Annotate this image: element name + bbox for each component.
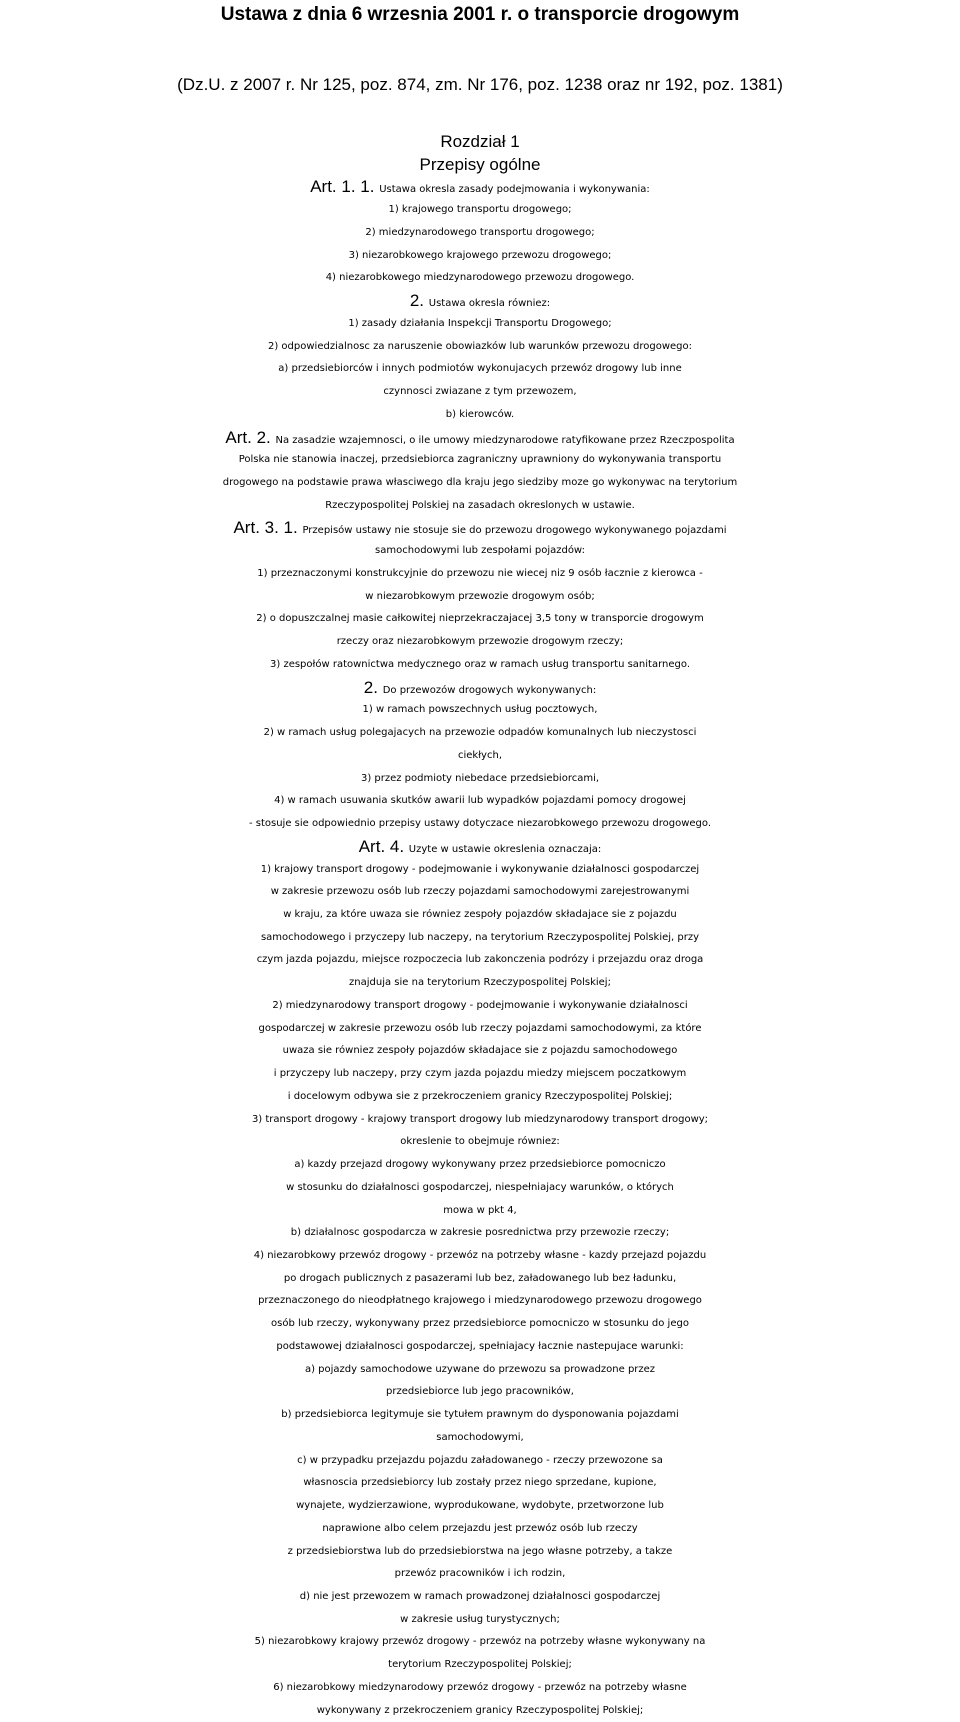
text-segment: Do przewozów drogowych wykonywanych:	[382, 684, 597, 696]
text-segment: po drogach publicznych z pasazerami lub bez, załadowanego lub bez ładunku,	[283, 1272, 677, 1284]
text-segment: rzeczy oraz niezarobkowym przewozie drogowym rzeczy;	[336, 636, 624, 648]
text-line	[0, 1450, 960, 1473]
text-segment: 4) w ramach usuwania skutków awarii lub wypadków pojazdami pomocy drogowej	[274, 795, 686, 807]
text-segment: czynnosci zwiazane z tym przewozem,	[383, 386, 577, 398]
text-line	[0, 1131, 960, 1154]
text-line	[0, 631, 960, 654]
text-segment: z przedsiebiorstwa lub do przedsiebiorstwa na jego własne potrzeby, a takze	[287, 1545, 673, 1557]
text-segment: okreslenie to obejmuje równiez:	[400, 1136, 560, 1148]
text-line	[0, 790, 960, 813]
text-segment: własnoscia przedsiebiorcy lub zostały przez niego sprzedane, kupione,	[303, 1477, 657, 1489]
text-line	[0, 859, 960, 882]
text-segment: w niezarobkowym przewozie drogowym osób;	[365, 590, 595, 602]
text-segment: 4) niezarobkowy przewóz drogowy - przewóz na potrzeby własne - kazdy przejazd pojazdu	[253, 1249, 707, 1261]
text-segment: Przepisy ogólne	[419, 154, 541, 174]
text-segment: 4) niezarobkowego miedzynarodowego przewozu drogowego.	[325, 272, 635, 284]
text-line	[0, 1654, 960, 1677]
text-line	[0, 1609, 960, 1632]
text-segment: 2) miedzynarodowego transportu drogowego;	[365, 226, 595, 238]
text-line	[0, 1040, 960, 1063]
text-line	[0, 1109, 960, 1132]
text-line	[0, 1177, 960, 1200]
text-line	[0, 881, 960, 904]
text-segment: uwaza sie równiez zespoły pojazdów składajace sie z pojazdu samochodowego	[282, 1045, 678, 1057]
text-segment: w kraju, za które uwaza sie równiez zespoły pojazdów składajace sie z pojazdu	[283, 908, 677, 920]
text-segment: 3) zespołów ratownictwa medycznego oraz w ramach usług transportu sanitarnego.	[270, 658, 690, 670]
text-segment: Rzeczypospolitej Polskiej na zasadach okreslonych w ustawie.	[325, 499, 635, 511]
text-segment: 2.	[363, 677, 383, 697]
text-line	[0, 1381, 960, 1404]
text-segment: mowa w pkt 4,	[443, 1204, 517, 1216]
document-source-reference: (Dz.U. z 2007 r. Nr 125, poz. 874, zm. Nr 176, poz. 1238 oraz nr 192, poz. 1381)	[177, 75, 783, 94]
text-segment: 5) niezarobkowy krajowy przewóz drogowy - przewóz na potrzeby własne wykonywany na	[254, 1636, 706, 1648]
text-segment: 3) niezarobkowego krajowego przewozu drogowego;	[348, 249, 612, 261]
text-segment: a) przedsiebiorców i innych podmiotów wykonujacych przewóz drogowy lub inne	[278, 363, 682, 375]
text-line	[0, 199, 960, 222]
text-line	[0, 1427, 960, 1450]
text-segment: Art. 3. 1.	[233, 518, 303, 538]
text-line	[0, 1063, 960, 1086]
text-segment: b) działalnosc gospodarcza w zakresie posrednictwa przy przewozie rzeczy;	[290, 1227, 670, 1239]
text-line	[0, 222, 960, 245]
text-segment: 1) krajowy transport drogowy - podejmowanie i wykonywanie działalnosci gospodarczej	[260, 863, 700, 875]
text-line	[0, 1563, 960, 1586]
text-line	[0, 427, 960, 450]
document-title: Ustawa z dnia 6 wrzesnia 2001 r. o transporcie drogowym	[220, 4, 740, 25]
text-segment: d) nie jest przewozem w ramach prowadzonej działalnosci gospodarczej	[299, 1591, 661, 1602]
text-line	[0, 472, 960, 495]
text-segment: - stosuje sie odpowiednio przepisy ustawy dotyczace niezarobkowego przewozu drogowego.	[248, 818, 712, 830]
text-line	[0, 358, 960, 381]
text-segment: 1) krajowego transportu drogowego;	[388, 204, 572, 216]
text-segment: a) kazdy przejazd drogowy wykonywany przez przedsiebiorce pomocniczo	[294, 1159, 666, 1171]
text-line	[0, 267, 960, 290]
document-body	[0, 131, 960, 1722]
text-line	[0, 768, 960, 791]
text-segment: samochodowymi lub zespołami pojazdów:	[375, 545, 585, 557]
text-segment: Uzyte w ustawie okreslenia oznaczaja:	[408, 843, 602, 855]
text-line	[0, 1200, 960, 1223]
text-segment: samochodowego i przyczepy lub naczepy, na terytorium Rzeczypospolitej Polskiej, przy	[260, 931, 700, 943]
text-line	[0, 1086, 960, 1109]
text-segment: naprawione albo celem przejazdu jest przewóz osób lub rzeczy	[322, 1522, 638, 1534]
text-segment: przeznaczonego do nieodpłatnego krajowego i miedzynarodowego przewozu drogowego	[258, 1295, 702, 1307]
text-segment: samochodowymi,	[436, 1431, 524, 1443]
text-line	[0, 131, 960, 154]
text-line	[0, 154, 960, 177]
text-line	[0, 404, 960, 427]
text-line	[0, 563, 960, 586]
text-segment: 2) miedzynarodowy transport drogowy - podejmowanie i wykonywanie działalnosci	[272, 999, 688, 1011]
text-line	[0, 313, 960, 336]
text-line	[0, 1018, 960, 1041]
text-segment: gospodarczej w zakresie przewozu osób lub rzeczy pojazdami samochodowymi, za które	[258, 1022, 702, 1034]
text-line	[0, 949, 960, 972]
text-segment: 3) transport drogowy - krajowy transport drogowy lub miedzynarodowy transport drogowy;	[251, 1113, 709, 1125]
text-segment: terytorium Rzeczypospolitej Polskiej;	[388, 1659, 572, 1671]
text-line	[0, 245, 960, 268]
text-segment: podstawowej działalnosci gospodarczej, spełniajacy łacznie nastepujace warunki:	[276, 1340, 684, 1352]
text-line	[0, 540, 960, 563]
text-line	[0, 608, 960, 631]
text-segment: w zakresie przewozu osób lub rzeczy pojazdami samochodowymi zarejestrowanymi	[270, 886, 690, 898]
text-segment: Ustawa okresla równiez:	[428, 298, 551, 310]
text-segment: b) kierowców.	[445, 408, 515, 420]
text-line	[0, 1222, 960, 1245]
text-line	[0, 176, 960, 199]
text-line	[0, 1154, 960, 1177]
text-line	[0, 904, 960, 927]
text-line	[0, 1495, 960, 1518]
text-segment: przewóz pracowników i ich rodzin,	[394, 1568, 566, 1580]
text-line	[0, 972, 960, 995]
text-segment: 1) zasady działania Inspekcji Transportu Drogowego;	[348, 317, 612, 329]
text-segment: Art. 1. 1.	[310, 177, 380, 197]
text-line	[0, 995, 960, 1018]
text-segment: Na zasadzie wzajemnosci, o ile umowy miedzynarodowe ratyfikowane przez Rzeczpospolita	[275, 434, 735, 446]
text-segment: 2) w ramach usług polegajacych na przewozie odpadów komunalnych lub nieczystosci	[263, 727, 697, 739]
text-line	[0, 1586, 960, 1609]
text-segment: w zakresie usług turystycznych;	[400, 1613, 560, 1625]
text-segment: Przepisów ustawy nie stosuje sie do przewozu drogowego wykonywanego pojazdami	[302, 525, 727, 537]
text-line	[0, 654, 960, 677]
text-segment: Art. 2.	[225, 427, 276, 447]
text-segment: w stosunku do działalnosci gospodarczej, niespełniajacy warunków, o których	[286, 1181, 674, 1193]
text-line	[0, 1518, 960, 1541]
text-segment: i docelowym odbywa sie z przekroczeniem granicy Rzeczypospolitej Polskiej;	[287, 1090, 673, 1102]
text-line	[0, 1472, 960, 1495]
text-line	[0, 813, 960, 836]
text-line	[0, 586, 960, 609]
text-segment: Rozdział 1	[440, 132, 520, 151]
text-segment: a) pojazdy samochodowe uzywane do przewozu sa prowadzone przez	[304, 1363, 656, 1375]
text-segment: 6) niezarobkowy miedzynarodowy przewóz drogowy - przewóz na potrzeby własne	[273, 1681, 687, 1693]
text-line	[0, 1404, 960, 1427]
text-line	[0, 677, 960, 700]
text-line	[0, 1700, 960, 1722]
text-line	[0, 699, 960, 722]
text-line	[0, 836, 960, 859]
text-line	[0, 1290, 960, 1313]
text-line	[0, 336, 960, 359]
text-segment: wynajete, wydzierzawione, wyprodukowane, wydobyte, przetworzone lub	[296, 1500, 664, 1512]
text-segment: przedsiebiorce lub jego pracowników,	[386, 1386, 574, 1398]
text-segment: wykonywany z przekroczeniem granicy Rzeczypospolitej Polskiej;	[316, 1704, 644, 1716]
text-segment: 2.	[409, 291, 429, 311]
text-segment: c) w przypadku przejazdu pojazdu załadowanego - rzeczy przewozone sa	[297, 1454, 663, 1466]
text-segment: drogowego na podstawie prawa własciwego dla kraju jego siedziby moze go wykonywac na terytorium	[222, 477, 738, 489]
text-line	[0, 1631, 960, 1654]
text-line	[0, 1313, 960, 1336]
text-line	[0, 745, 960, 768]
text-line	[0, 517, 960, 540]
text-segment: 3) przez podmioty niebedace przedsiebiorcami,	[360, 772, 600, 784]
text-line	[0, 927, 960, 950]
text-segment: b) przedsiebiorca legitymuje sie tytułem prawnym do dysponowania pojazdami	[281, 1409, 679, 1421]
text-segment: 2) o dopuszczalnej masie całkowitej nieprzekraczajacej 3,5 tony w transporcie drogowym	[256, 613, 704, 625]
text-segment: Polska nie stanowia inaczej, przedsiebiorca zagraniczny uprawniony do wykonywania transportu	[238, 454, 722, 466]
text-segment: 1) przeznaczonymi konstrukcyjnie do przewozu nie wiecej niz 9 osób łacznie z kierowca -	[257, 567, 703, 579]
text-line	[0, 449, 960, 472]
text-line	[0, 290, 960, 313]
text-line	[0, 1336, 960, 1359]
text-segment: Art. 4.	[358, 836, 409, 856]
text-line	[0, 1677, 960, 1700]
text-line	[0, 495, 960, 518]
text-segment: czym jazda pojazdu, miejsce rozpoczecia lub zakonczenia podrózy i przejazdu oraz droga	[256, 954, 704, 966]
text-segment: 2) odpowiedzialnosc za naruszenie obowiazków lub warunków przewozu drogowego:	[267, 340, 693, 352]
text-line	[0, 722, 960, 745]
text-segment: i przyczepy lub naczepy, przy czym jazda pojazdu miedzy miejscem poczatkowym	[273, 1068, 687, 1080]
text-line	[0, 1245, 960, 1268]
text-segment: Ustawa okresla zasady podejmowania i wykonywania:	[379, 184, 650, 196]
text-line	[0, 381, 960, 404]
text-segment: znajduja sie na terytorium Rzeczypospolitej Polskiej;	[349, 977, 611, 989]
text-segment: ciekłych,	[458, 749, 502, 761]
text-line	[0, 1541, 960, 1564]
text-line	[0, 1268, 960, 1291]
text-line	[0, 1359, 960, 1382]
text-segment: osób lub rzeczy, wykonywany przez przedsiebiorce pomocniczo w stosunku do jego	[271, 1318, 689, 1330]
text-segment: 1) w ramach powszechnych usług pocztowych,	[362, 704, 598, 716]
